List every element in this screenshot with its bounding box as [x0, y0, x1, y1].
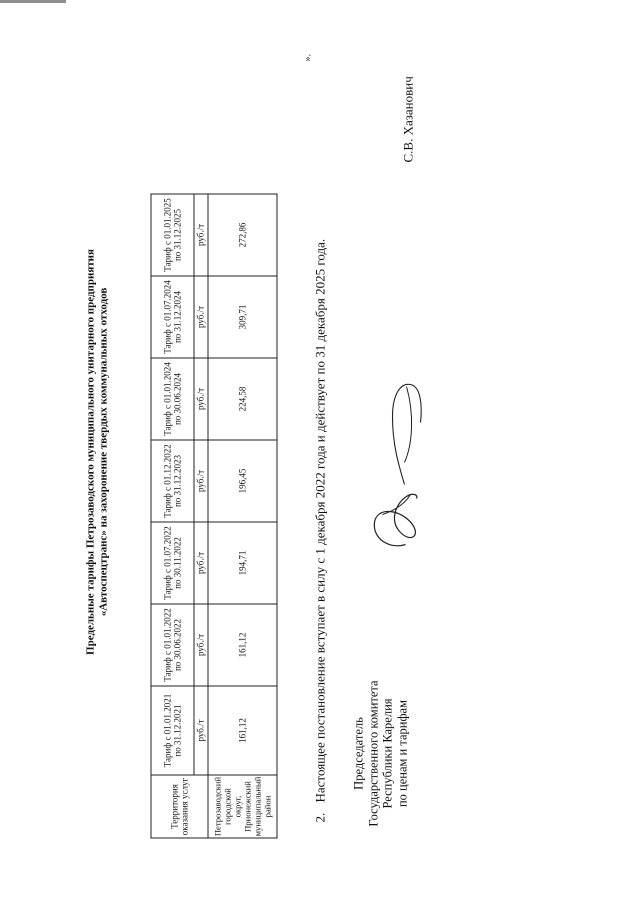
paragraph-2 [313, 239, 328, 823]
tariff-table [151, 194, 278, 839]
tariff-value-2025: 272,86 [208, 194, 277, 276]
handwritten-signature [361, 375, 441, 555]
paragraph-number: 2. [312, 812, 328, 823]
signatory-line: Председатель [351, 717, 366, 790]
header-territory: Территория оказания услуг [151, 775, 208, 838]
signatory-line: Государственного комитета [366, 680, 380, 827]
unit-cell: руб./т [194, 276, 208, 358]
signatory-line: Республики Карелия [380, 698, 395, 809]
document-title-line-2: «Автоспецтранс» на захоронение твердых коммунальных отходов [97, 287, 110, 617]
signatory-line: по ценам и тарифам [395, 699, 409, 808]
signatory-title [352, 669, 410, 839]
header-tariff-2022-h1: Тариф с 01.01.2022 по 30.06.2022 [151, 604, 194, 686]
signatory-name: С.В. Хазанович [400, 76, 416, 163]
document-title-line-1: Предельные тарифы Петрозаводского муниципального унитарного предприятия [84, 249, 97, 655]
unit-cell: руб./т [194, 686, 208, 775]
header-tariff-2023: Тариф с 01.12.2022 по 31.12.2023 [151, 440, 194, 522]
table-header-row [151, 194, 194, 838]
rotated-page-content [1, 0, 640, 905]
tariff-value-2021: 161,12 [208, 686, 277, 775]
unit-cell: руб./т [194, 440, 208, 522]
header-tariff-2025: Тариф с 01.01.2025 по 31.12.2025 [151, 194, 194, 276]
tariff-value-2024-h1: 224,58 [208, 358, 277, 440]
table-row [208, 194, 277, 838]
header-tariff-2022-h2: Тариф с 01.07.2022 по 30.11.2022 [151, 522, 194, 604]
header-tariff-2021: Тариф с 01.01.2021 по 31.12.2021 [151, 686, 194, 775]
header-tariff-2024-h2: Тариф с 01.07.2024 по 31.12.2024 [151, 276, 194, 358]
territory-cell: Петрозаводский городской округ, Прионежский муниципальный район [208, 775, 277, 838]
unit-cell: руб./т [194, 522, 208, 604]
unit-cell: руб./т [194, 194, 208, 276]
unit-cell: руб./т [194, 604, 208, 686]
table-unit-row [194, 194, 208, 838]
tariff-value-2023: 196,45 [208, 440, 277, 522]
unit-cell: руб./т [194, 358, 208, 440]
paragraph-text: Настоящее постановление вступает в силу с 1 декабря 2022 года и действует по 31 декабря 2025 года. [312, 238, 328, 803]
tariff-value-2022-h1: 161,12 [208, 604, 277, 686]
header-tariff-2024-h1: Тариф с 01.01.2024 по 30.06.2024 [151, 358, 194, 440]
tariff-value-2022-h2: 194,71 [208, 522, 277, 604]
tariff-value-2024-h2: 309,71 [208, 276, 277, 358]
closing-quote: ». [302, 54, 314, 62]
